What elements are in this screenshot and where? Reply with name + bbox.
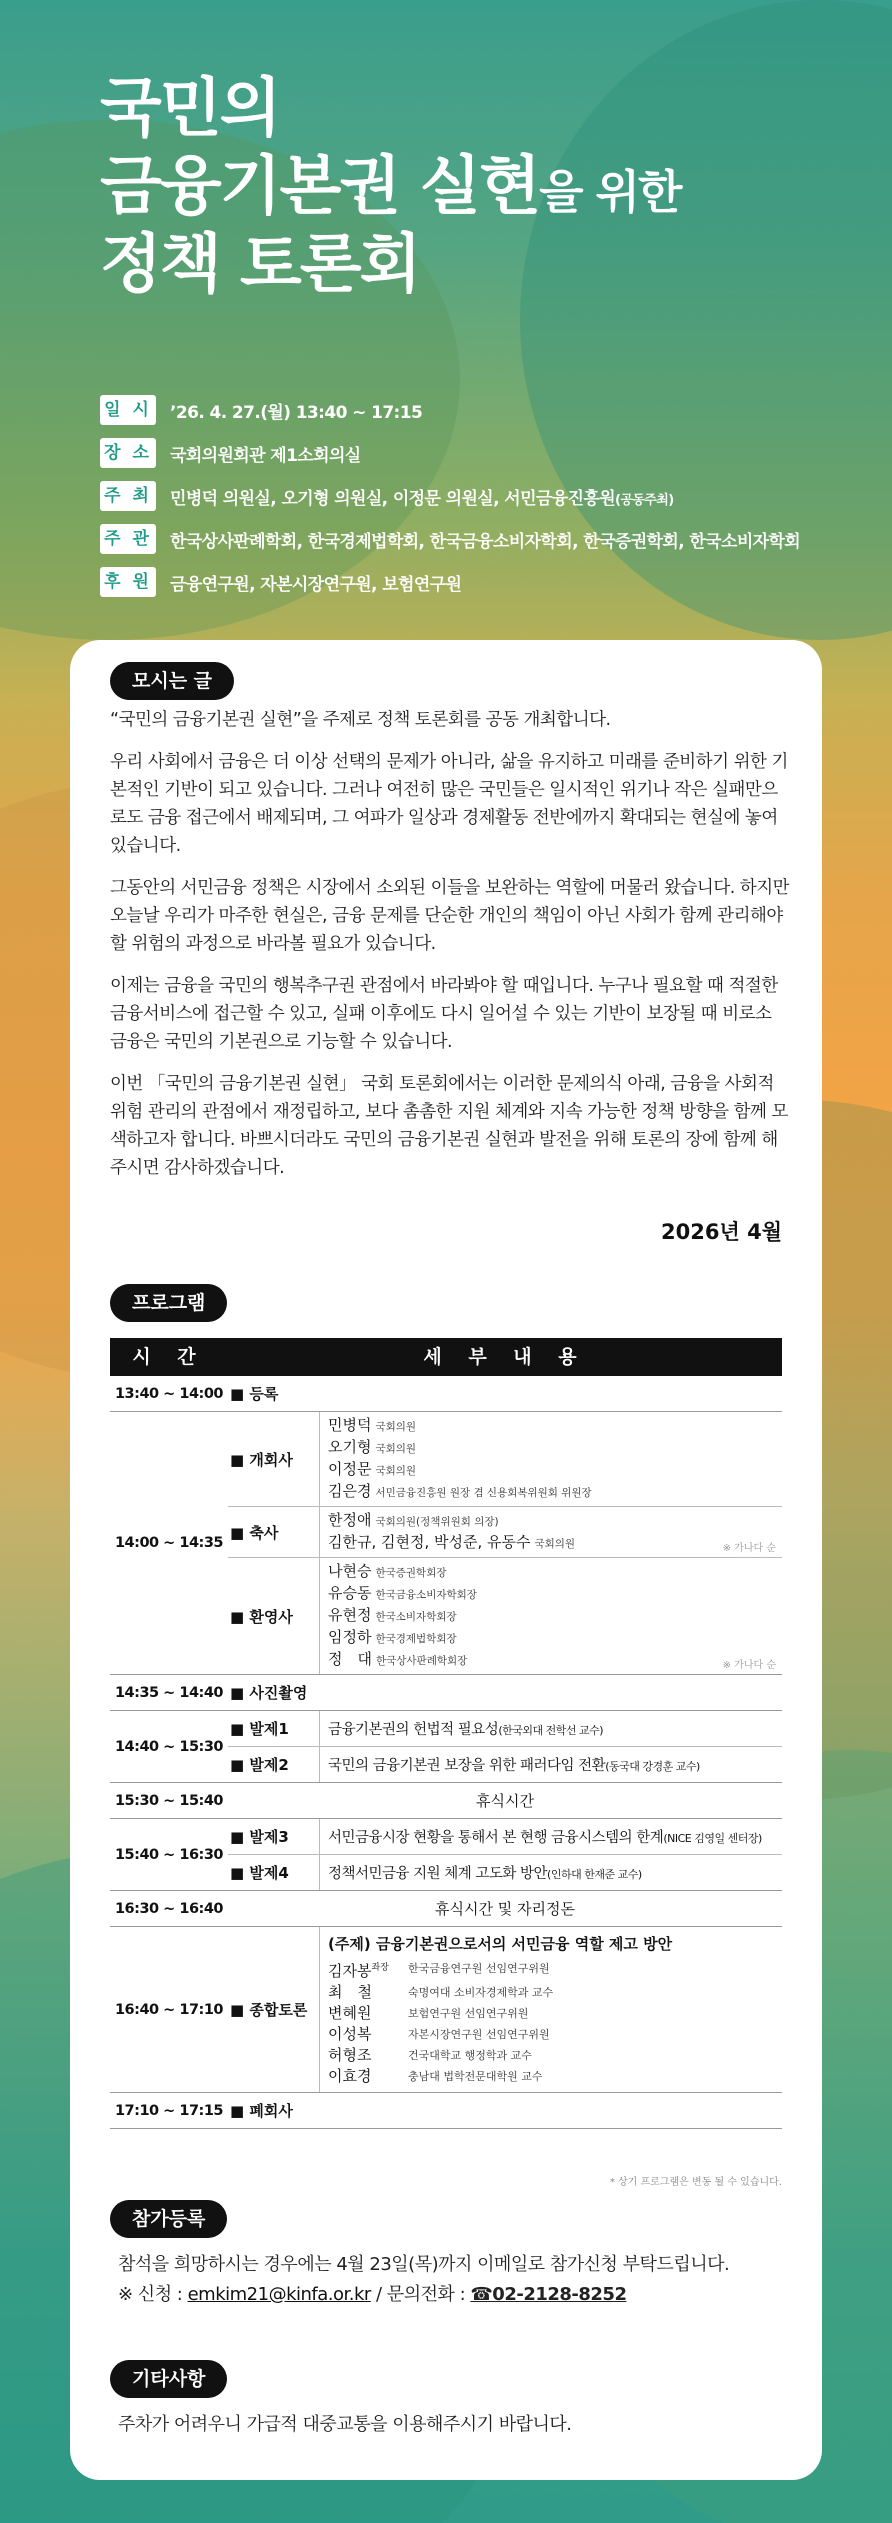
talk-speaker: (NICE 김영일 센터장) <box>663 1832 762 1845</box>
opening-speeches <box>228 1412 782 1507</box>
table-row <box>110 1711 782 1783</box>
info-value <box>170 484 674 509</box>
event-info <box>100 390 880 605</box>
info-value: 한국상사판례학회, 한국경제법학회, 한국금융소비자학회, 한국증권학회, 한국소비자학회 <box>170 531 801 552</box>
row-time: 14:35 ~ 14:40 <box>114 1684 224 1701</box>
info-place <box>100 433 880 473</box>
row-time: 14:00 ~ 14:35 <box>114 1535 224 1551</box>
order-note: ※ 가나다 순 <box>722 1660 776 1671</box>
person: 김은경 서민금융진흥원 원장 겸 신용회복위원회 위원장 <box>328 1482 592 1500</box>
row-time: 16:30 ~ 16:40 <box>114 1900 224 1917</box>
talk-title: 국민의 금융기본권 보장을 위한 패러다임 전환 <box>328 1758 606 1774</box>
row-label: ■ 발제3 <box>228 1819 320 1854</box>
etc-heading: 기타사항 <box>110 2360 227 2398</box>
row-label: ■ 발제4 <box>228 1855 320 1890</box>
table-row <box>110 1891 782 1927</box>
info-tag: 일 시 <box>100 395 156 425</box>
table-row <box>110 1412 782 1675</box>
row-label: ■ 종합토론 <box>228 1927 320 2092</box>
table-header <box>110 1338 782 1376</box>
panelist: 허형조 건국대학교 행정학과 교수 <box>328 2046 532 2064</box>
registration-text <box>118 2250 729 2310</box>
row-label: ■ 등록 <box>230 1385 279 1403</box>
table-row <box>110 1376 782 1412</box>
greeting-date: 2026년 4월 <box>661 1220 782 1244</box>
phone-number[interactable]: ☎02-2128-8252 <box>470 2284 627 2305</box>
panel-subject: (주제) 금융기본권으로서의 서민금융 역할 제고 방안 <box>328 1935 673 1953</box>
info-tag: 주 최 <box>100 481 156 511</box>
row-time: 13:40 ~ 14:00 <box>114 1385 224 1402</box>
break: 휴식시간 <box>476 1792 534 1810</box>
program-heading: 프로그램 <box>110 1284 227 1322</box>
row-time: 15:40 ~ 16:30 <box>114 1846 224 1863</box>
greeting-paragraph: 이제는 금융을 국민의 행복추구권 관점에서 바라봐야 할 때입니다. 누구나 필요할 때 적절한 금융서비스에 접근할 수 있고, 실패 이후에도 다시 일어설 수 있는 기반이 보장될 때 비로소 금융은 국민의 기본권으로 기능할 수 있습니다. <box>110 976 778 1052</box>
row-label: ■ 사진촬영 <box>230 1684 308 1702</box>
person: 오기형 국회의원 <box>328 1438 417 1456</box>
talk <box>228 1747 782 1782</box>
talk <box>228 1711 782 1747</box>
greeting-paragraph: 우리 사회에서 금융은 더 이상 선택의 문제가 아니라, 삶을 유지하고 미래를 준비하기 위한 기본적인 기반이 되고 있습니다. 그러나 여전히 많은 국민들은 일시적인 위기나 작은 실패만으로도 금융 접근에서 배제되며, 그 여파가 일상과 경제활동 전반에까지 확대되는 현실에 놓여 있습니다. <box>110 752 788 856</box>
person: 한정애 국회의원(정책위원회 의장) <box>328 1511 499 1529</box>
registration-line: 참석을 희망하시는 경우에는 4월 23일(목)까지 이메일로 참가신청 부탁드립니다. <box>118 2254 730 2275</box>
table-row <box>110 1783 782 1819</box>
title-line-2 <box>100 148 860 226</box>
panelist: 최 철 숙명여대 소비자경제학과 교수 <box>328 1983 554 2001</box>
person: 이정문 국회의원 <box>328 1460 417 1478</box>
info-date <box>100 390 880 430</box>
greeting-text <box>110 706 790 1196</box>
greeting-paragraph: 이번 「국민의 금융기본권 실현」 국회 토론회에서는 이러한 문제의식 아래, 금융을 사회적 위험 관리의 관점에서 재정립하고, 보다 촘촘한 지원 체계와 지속 가능한 정책 방향을 함께 모색하고자 합니다. 바쁘시더라도 국민의 금융기본권 실현과 발전을 위해 토론의 장에 함께 해 주시면 감사하겠습니다. <box>110 1074 788 1178</box>
title-line-2a: 금융기본권 실현 <box>100 150 540 225</box>
host-names: 민병덕 의원실, 오기형 의원실, 이정문 의원실, 서민금융진흥원 <box>170 488 616 509</box>
panel-discussion <box>228 1927 782 2092</box>
program-table <box>110 1338 782 2129</box>
person: 민병덕 국회의원 <box>328 1416 417 1434</box>
greeting-paragraph: 그동안의 서민금융 정책은 시장에서 소외된 이들을 보완하는 역할에 머물러 왔습니다. 하지만 오늘날 우리가 마주한 현실은, 금융 문제를 단순한 개인의 책임이 아닌 사회가 함께 관리해야 할 위험의 과정으로 바라볼 필요가 있습니다. <box>110 878 790 954</box>
talk-speaker: (한국외대 전학선 교수) <box>498 1724 604 1737</box>
contact-prefix: ※ 신청 : <box>118 2284 188 2305</box>
row-time: 16:40 ~ 17:10 <box>114 2001 224 2018</box>
person: 임정하 한국경제법학회장 <box>328 1628 457 1646</box>
info-sponsor <box>100 562 880 602</box>
row-label: ■ 폐회사 <box>230 2102 293 2120</box>
talk-speaker: (인하대 한재준 교수) <box>547 1868 642 1881</box>
info-value: ’26. 4. 27.(월) 13:40 ~ 17:15 <box>170 402 423 423</box>
title-line-2b: 을 위한 <box>539 165 681 220</box>
row-label: ■ 축사 <box>228 1507 320 1557</box>
row-label: ■ 개회사 <box>228 1412 320 1506</box>
talk <box>228 1855 782 1890</box>
table-row <box>110 1927 782 2093</box>
panelist: 변혜원 보험연구원 선임연구위원 <box>328 2004 529 2022</box>
row-label: ■ 발제1 <box>228 1711 320 1746</box>
info-host <box>100 476 880 516</box>
title-line-1: 국민의 <box>100 72 280 146</box>
table-row <box>110 1675 782 1711</box>
email-link[interactable]: emkim21@kinfa.or.kr <box>187 2284 371 2305</box>
table-row <box>110 2093 782 2129</box>
host-extra: (공동주최) <box>615 492 674 508</box>
content-card <box>70 640 822 2480</box>
talk-speaker: (동국대 강경훈 교수) <box>605 1760 700 1773</box>
panelist: 김자봉$^{좌장}$ 한국금융연구원 선임연구위원 <box>328 1962 550 1980</box>
talk <box>228 1819 782 1855</box>
etc-text: 주차가 어려우니 가급적 대중교통을 이용해주시기 바랍니다. <box>118 2414 572 2435</box>
info-tag: 후 원 <box>100 567 156 597</box>
info-organizer <box>100 519 880 559</box>
row-time: 14:40 ~ 15:30 <box>114 1738 224 1755</box>
info-value: 금융연구원, 자본시장연구원, 보험연구원 <box>170 574 462 595</box>
program-footnote: * 상기 프로그램은 변동 될 수 있습니다. <box>609 2177 782 2188</box>
talk-title: 정책서민금융 지원 체계 고도화 방안 <box>328 1866 548 1882</box>
registration-contact <box>118 2280 729 2310</box>
person: 유현정 한국소비자학회장 <box>328 1606 457 1624</box>
congratulatory-speeches <box>228 1507 782 1558</box>
panelist: 이성복 자본시장연구원 선임연구위원 <box>328 2025 550 2043</box>
welcome-speeches <box>228 1558 782 1674</box>
info-tag: 장 소 <box>100 438 156 468</box>
person: 김한규, 김현정, 박성준, 유동수 국회의원 <box>328 1533 576 1551</box>
row-label: ■ 발제2 <box>228 1747 320 1782</box>
row-label: ■ 환영사 <box>228 1558 320 1674</box>
col-time: 시 간 <box>132 1346 206 1368</box>
registration-heading: 참가등록 <box>110 2200 227 2238</box>
greeting-heading: 모시는 글 <box>110 662 234 700</box>
info-tag: 주 관 <box>100 524 156 554</box>
talk-title: 금융기본권의 헌법적 필요성 <box>328 1722 499 1738</box>
phone-label: / 문의전화 : <box>370 2284 471 2305</box>
title-line-3: 정책 토론회 <box>100 228 420 303</box>
person: 나현승 한국증권학회장 <box>328 1562 447 1580</box>
talk-title: 서민금융시장 현황을 통해서 본 현행 금융시스템의 한계 <box>328 1830 664 1846</box>
break: 휴식시간 및 자리정돈 <box>435 1900 575 1918</box>
col-detail: 세 부 내 용 <box>423 1346 587 1368</box>
event-title <box>100 70 860 304</box>
row-time: 17:10 ~ 17:15 <box>114 2102 224 2119</box>
order-note: ※ 가나다 순 <box>722 1543 776 1554</box>
table-row <box>110 1819 782 1891</box>
greeting-paragraph: “국민의 금융기본권 실현”을 주제로 정책 토론회를 공동 개최합니다. <box>110 710 611 730</box>
info-value: 국회의원회관 제1소회의실 <box>170 445 361 466</box>
person: 유승동 한국금융소비자학회장 <box>328 1584 477 1602</box>
panelist: 이효경 충남대 법학전문대학원 교수 <box>328 2067 543 2085</box>
row-time: 15:30 ~ 15:40 <box>114 1792 224 1809</box>
person: 정 대 한국상사판례학회장 <box>328 1650 468 1668</box>
